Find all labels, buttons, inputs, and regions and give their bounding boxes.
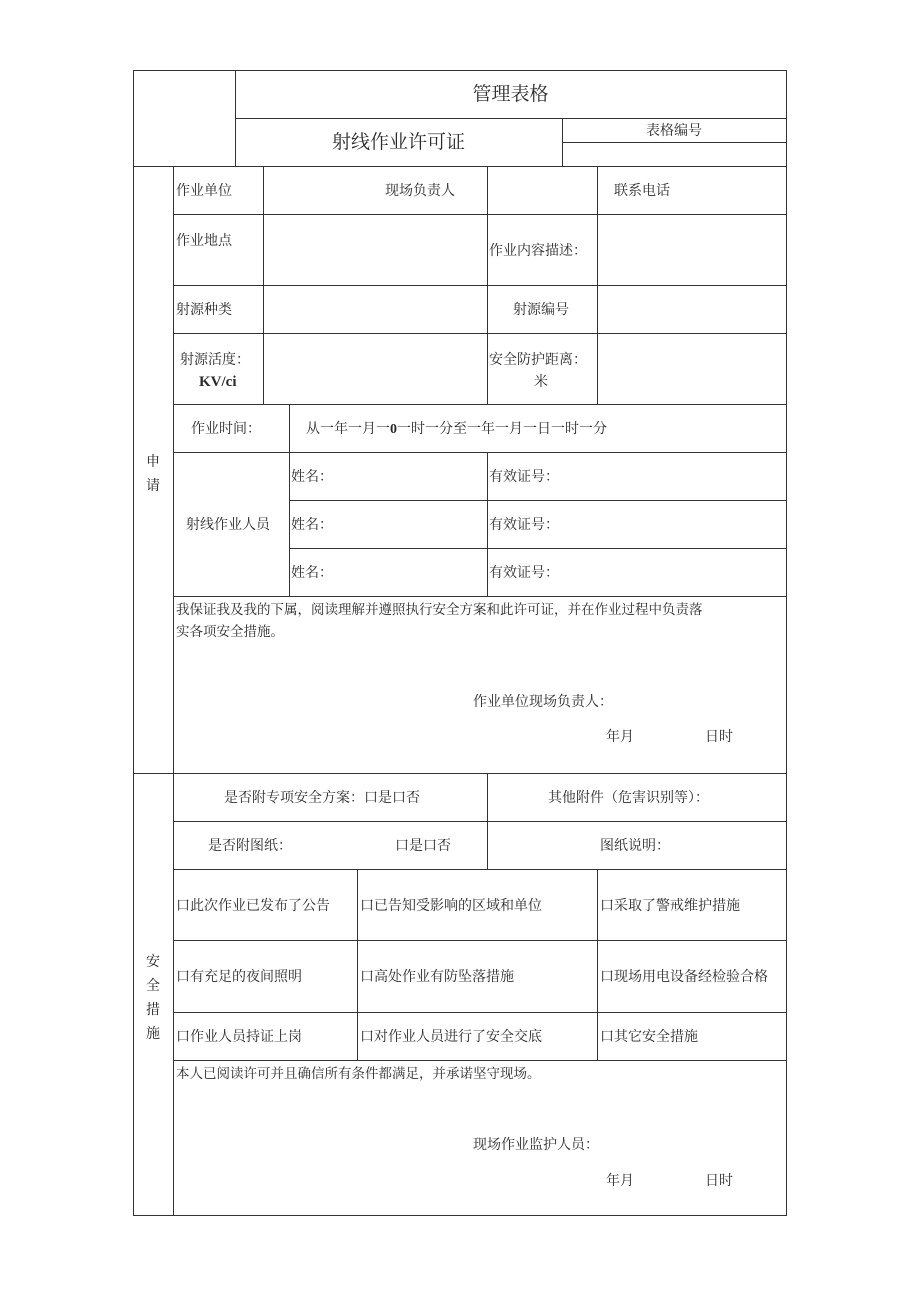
personnel-label: 射线作业人员: [186, 517, 270, 533]
measure-checkbox-2[interactable]: 口已告知受影响的区域和单位: [360, 898, 542, 914]
unit-label: 作业单位: [176, 183, 232, 199]
form-no-label: 表格编号: [646, 123, 702, 139]
special-plan-question: 是否附专项安全方案：口是口否: [224, 790, 420, 806]
measure-checkbox-4[interactable]: 口有充足的夜间照明: [176, 969, 302, 985]
form-title: 射线作业许可证: [331, 131, 465, 153]
source-no-label: 射源编号: [513, 302, 569, 318]
measure-checkbox-9[interactable]: 口其它安全措施: [600, 1029, 698, 1045]
person-3-name-label: 姓名：: [291, 565, 333, 581]
supervisor-date-dh: 日时: [705, 1173, 733, 1189]
content-label: 作业内容描述：: [489, 243, 587, 259]
supervisor-label: 现场作业监护人员：: [473, 1137, 599, 1153]
measure-checkbox-6[interactable]: 口现场用电设备经检验合格: [600, 969, 768, 985]
side-label-application: 申 请: [146, 454, 160, 494]
sign-date-ym: 年月: [606, 729, 634, 745]
time-range: 从一年一月一0一时一分至一年一月一日一时一分: [306, 421, 607, 437]
source-type-label: 射源种类: [176, 302, 232, 318]
confirm-text: 本人已阅读许可并且确信所有条件都满足，并承诺坚守现场。: [176, 1066, 541, 1082]
activity-unit: KV/ci: [199, 374, 237, 390]
side-label-safety: 安 全 措 施: [146, 954, 160, 1042]
pledge-line-2: 实各项安全措施。: [176, 624, 284, 640]
drawing-question: 是否附图纸：: [208, 838, 292, 854]
sign-date-dh: 日时: [705, 729, 733, 745]
measure-checkbox-7[interactable]: 口作业人员持证上岗: [176, 1029, 302, 1045]
person-1-name-label: 姓名：: [291, 469, 333, 485]
person-2-name-label: 姓名：: [291, 517, 333, 533]
measure-checkbox-1[interactable]: 口此次作业已发布了公告: [176, 898, 330, 914]
person-1-cert-label: 有效证号：: [489, 469, 559, 485]
pledge-line-1: 我保证我及我的下属，阅读理解并遵照执行安全方案和此许可证，并在作业过程中负责落: [176, 602, 703, 618]
site-manager-label: 现场负责人: [385, 183, 455, 199]
header-category: 管理表格: [472, 83, 549, 105]
person-2-cert-label: 有效证号：: [489, 517, 559, 533]
activity-label: 射源活度：: [180, 352, 250, 368]
signer-label: 作业单位现场负责人：: [473, 694, 613, 710]
phone-label: 联系电话: [614, 183, 670, 199]
time-label: 作业时间：: [191, 421, 261, 437]
person-3-cert-label: 有效证号：: [489, 565, 559, 581]
drawing-choice: 口是口否: [395, 838, 451, 854]
distance-unit: 米: [534, 374, 548, 390]
location-label: 作业地点: [176, 233, 232, 249]
distance-label: 安全防护距离：: [489, 352, 587, 368]
drawing-desc-label: 图纸说明：: [600, 838, 670, 854]
measure-checkbox-3[interactable]: 口采取了警戒维护措施: [600, 898, 740, 914]
other-attachments-label: 其他附件（危害识别等）：: [548, 790, 709, 806]
supervisor-date-ym: 年月: [606, 1173, 634, 1189]
measure-checkbox-5[interactable]: 口高处作业有防坠落措施: [360, 969, 514, 985]
measure-checkbox-8[interactable]: 口对作业人员进行了安全交底: [360, 1029, 542, 1045]
